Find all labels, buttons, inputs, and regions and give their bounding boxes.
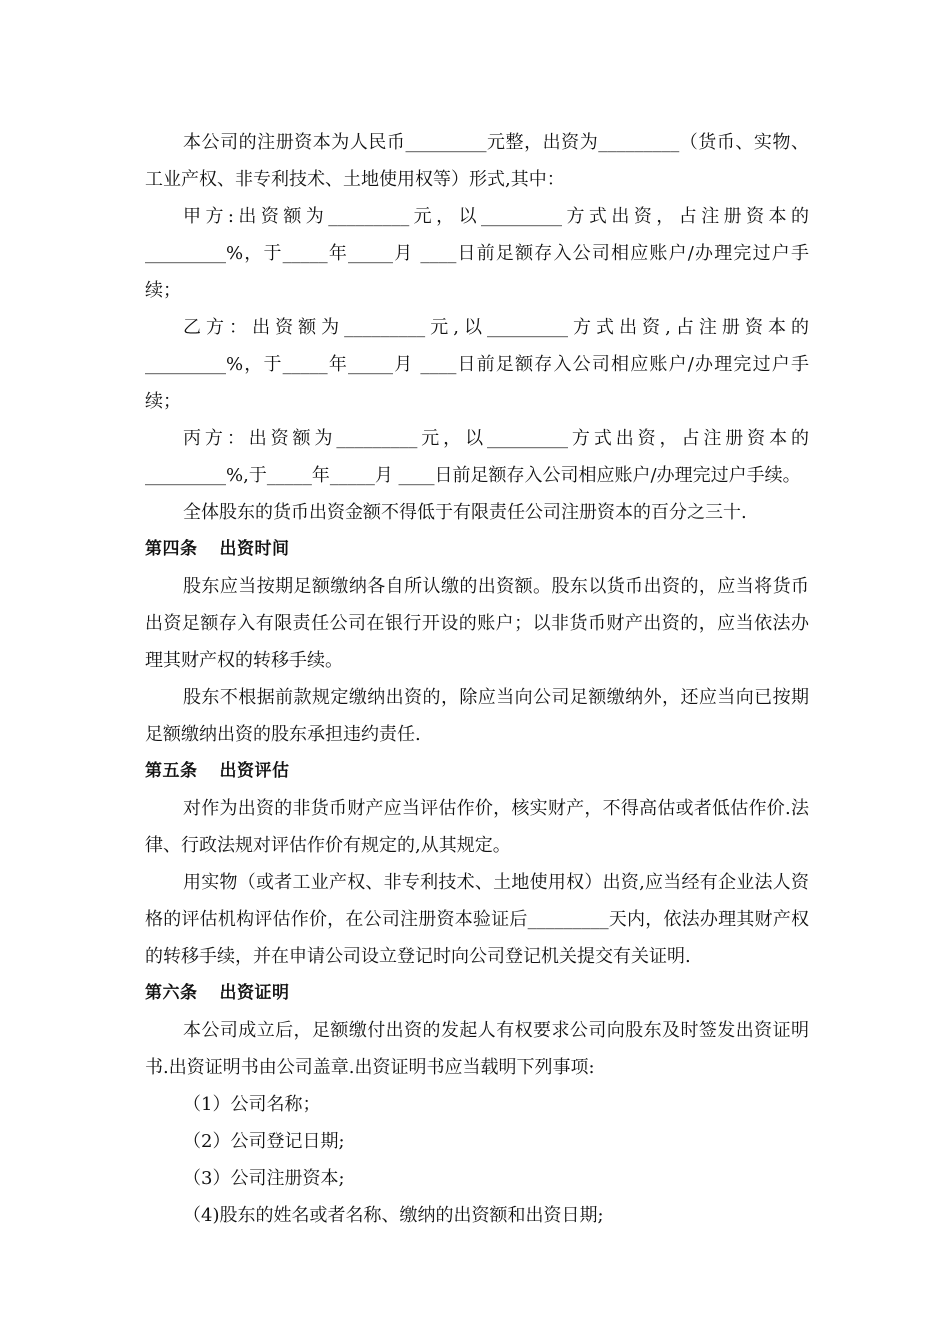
article-5-number: 第五条 xyxy=(145,761,198,781)
cash-contribution-rule: 全体股东的货币出资金额不得低于有限责任公司注册资本的百分之三十. xyxy=(183,502,747,523)
article-5-paragraph: 对作为出资的非货币财产应当评估作价，核实财产，不得高估或者低估作价.法律、行政法规对评估作价有规定的,从其规定。 xyxy=(145,798,809,856)
article-4-paragraph: 股东不根据前款规定缴纳出资的，除应当向公司足额缴纳外，还应当向已按期足额缴纳出资的股东承担违约责任. xyxy=(145,687,809,745)
article-4-title: 出资时间 xyxy=(219,539,290,559)
registered-capital-paragraph: 本公司的注册资本为人民币_________元整，出资为_________（货币、实物、工业产权、非专利技术、土地使用权等）形式,其中： xyxy=(145,132,809,190)
party-b-contribution: 乙方：出资额为_________元,以_________方式出资,占注册资本的_________%，于_____年_____月 ____日前足额存入公司相应账户/办理完过户手续； xyxy=(145,317,809,412)
article-5-paragraph: 用实物（或者工业产权、非专利技术、土地使用权）出资,应当经有企业法人资格的评估机构评估作价，在公司注册资本验证后_________天内，依法办理其财产权的转移手续，并在申请公司设立登记时向公司登记机关提交有关证明. xyxy=(145,872,809,967)
article-6-number: 第六条 xyxy=(145,983,198,1003)
article-4-paragraph: 股东应当按期足额缴纳各自所认缴的出资额。股东以货币出资的，应当将货币出资足额存入有限责任公司在银行开设的账户；以非货币财产出资的，应当依法办理其财产权的转移手续。 xyxy=(145,576,809,671)
article-6-title: 出资证明 xyxy=(219,983,290,1003)
list-item: （4)股东的姓名或者名称、缴纳的出资额和出资日期; xyxy=(183,1205,604,1226)
list-item: （1）公司名称； xyxy=(183,1094,321,1115)
article-5-title: 出资评估 xyxy=(219,761,290,781)
party-a-contribution: 甲方:出资额为_________元，以_________方式出资，占注册资本的_________%，于_____年_____月 ____日前足额存入公司相应账户/办理完过户手续； xyxy=(145,206,809,301)
document-body xyxy=(145,124,809,1234)
list-item: （3）公司注册资本; xyxy=(183,1168,345,1189)
article-4-number: 第四条 xyxy=(145,539,198,559)
list-item: （2）公司登记日期; xyxy=(183,1131,345,1152)
article-6-paragraph: 本公司成立后，足额缴付出资的发起人有权要求公司向股东及时签发出资证明书.出资证明书由公司盖章.出资证明书应当载明下列事项: xyxy=(145,1020,809,1078)
article-6-heading xyxy=(145,975,809,1012)
article-5-heading xyxy=(145,753,809,790)
party-c-contribution: 丙方：出资额为_________元，以_________方式出资，占注册资本的_________%,于_____年_____月 ____日前足额存入公司相应账户/办理完过户手续。 xyxy=(145,428,809,486)
article-4-heading xyxy=(145,531,809,568)
